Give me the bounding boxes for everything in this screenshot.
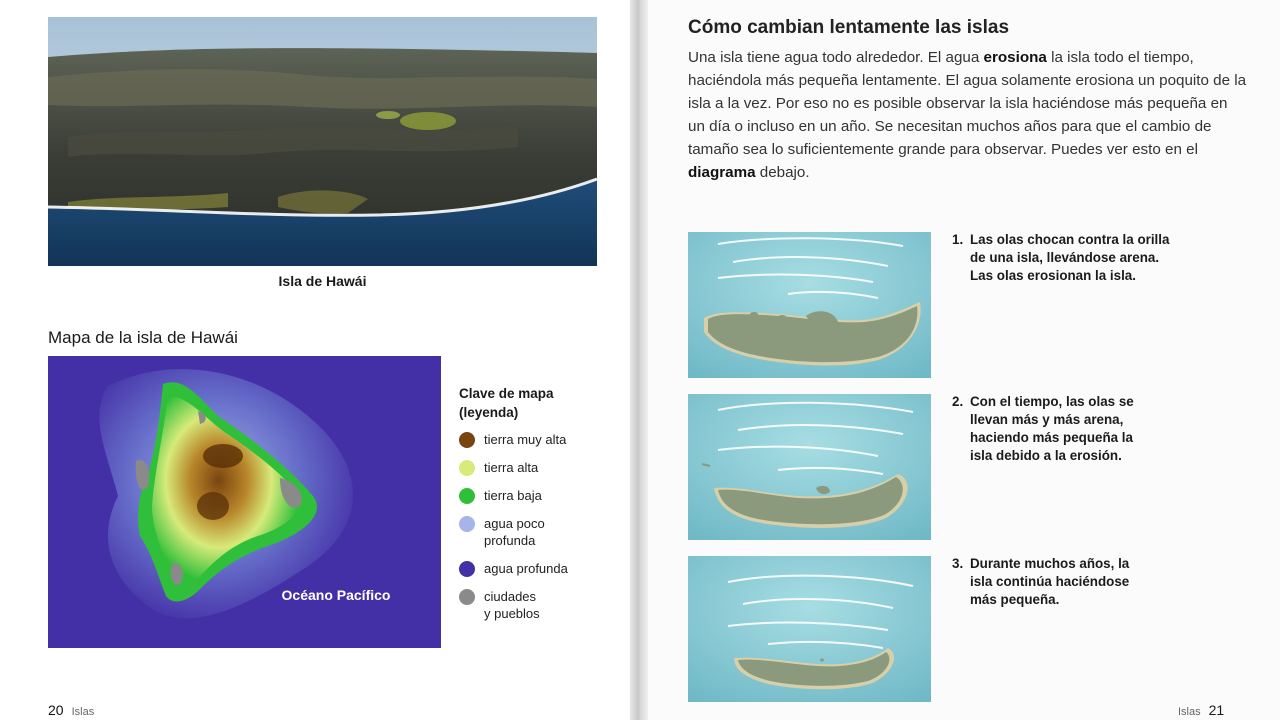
map-title: Mapa de la isla de Hawái	[48, 328, 238, 347]
legend-label: agua poco profunda	[484, 516, 545, 548]
legend-label: ciudades y pueblos	[484, 589, 540, 621]
step-description: Con el tiempo, las olas se llevan más y más arena, haciendo más pequeña la isla debido a la erosión.	[970, 394, 1134, 463]
page-number-right: 21	[1208, 702, 1225, 718]
map-ocean-label: Océano Pacífico	[281, 587, 391, 603]
legend-label: tierra baja	[484, 488, 542, 503]
legend-item-deep-water	[459, 560, 609, 577]
step-description: Las olas chocan contra la orilla de una isla, llevándose arena. Las olas erosionan la isla.	[970, 232, 1170, 283]
body-text: la isla todo el tiempo, haciéndola más pequeña lentamente. El agua solamente erosiona un poquito de la isla a la vez. Por eso no es posible observar la isla haciéndose más pequeña en un día o incluso en un año. Se necesitan muchos años para que el cambio de tamaño sea lo suficientemente grande para observar. Puedes ver esto en el	[688, 49, 1247, 158]
legend-item-very-high-land	[459, 431, 609, 448]
left-page	[0, 0, 630, 720]
section-title: Cómo cambian lentamente las islas	[688, 17, 1010, 38]
legend-item-high-land	[459, 459, 609, 476]
page-number-left: 20	[48, 702, 64, 718]
step-number: 3.	[952, 556, 964, 571]
photo-caption: Isla de Hawái	[278, 273, 367, 289]
hawaii-aerial-photo	[48, 17, 597, 266]
legend-swatch	[459, 488, 475, 504]
step-number: 2.	[952, 394, 964, 409]
erosion-diagram-step-1	[688, 232, 931, 378]
legend-swatch	[459, 589, 475, 605]
legend-item-shallow-water	[459, 515, 609, 549]
right-page	[648, 0, 1280, 720]
step-1-text	[952, 231, 1202, 285]
legend-label: agua profunda	[484, 561, 568, 576]
running-head-right: Islas	[1178, 706, 1201, 718]
legend-item-low-land	[459, 487, 609, 504]
term-diagrama: diagrama	[688, 164, 756, 181]
body-text: Una isla tiene agua todo alrededor. El agua	[688, 49, 984, 66]
step-description: Durante muchos años, la isla continúa haciéndose más pequeña.	[970, 556, 1130, 607]
body-paragraph	[688, 46, 1248, 184]
erosion-diagram-step-3	[688, 556, 931, 702]
legend-swatch	[459, 432, 475, 448]
right-folio	[1178, 702, 1224, 718]
running-head-left: Islas	[71, 706, 95, 718]
step-3-text	[952, 555, 1202, 609]
legend-title: Clave de mapa (leyenda)	[459, 386, 554, 420]
hawaii-map	[48, 356, 441, 648]
term-erosiona: erosiona	[983, 49, 1047, 66]
legend-label: tierra alta	[484, 460, 539, 475]
step-2-text	[952, 393, 1202, 465]
body-text: debajo.	[755, 164, 810, 181]
step-number: 1.	[952, 232, 964, 247]
legend-swatch	[459, 516, 475, 532]
legend-item-towns	[459, 588, 609, 622]
legend-swatch	[459, 561, 475, 577]
book-gutter	[630, 0, 648, 720]
legend-swatch	[459, 460, 475, 476]
left-folio	[48, 702, 94, 718]
erosion-diagram-step-2	[688, 394, 931, 540]
legend-label: tierra muy alta	[484, 432, 567, 447]
